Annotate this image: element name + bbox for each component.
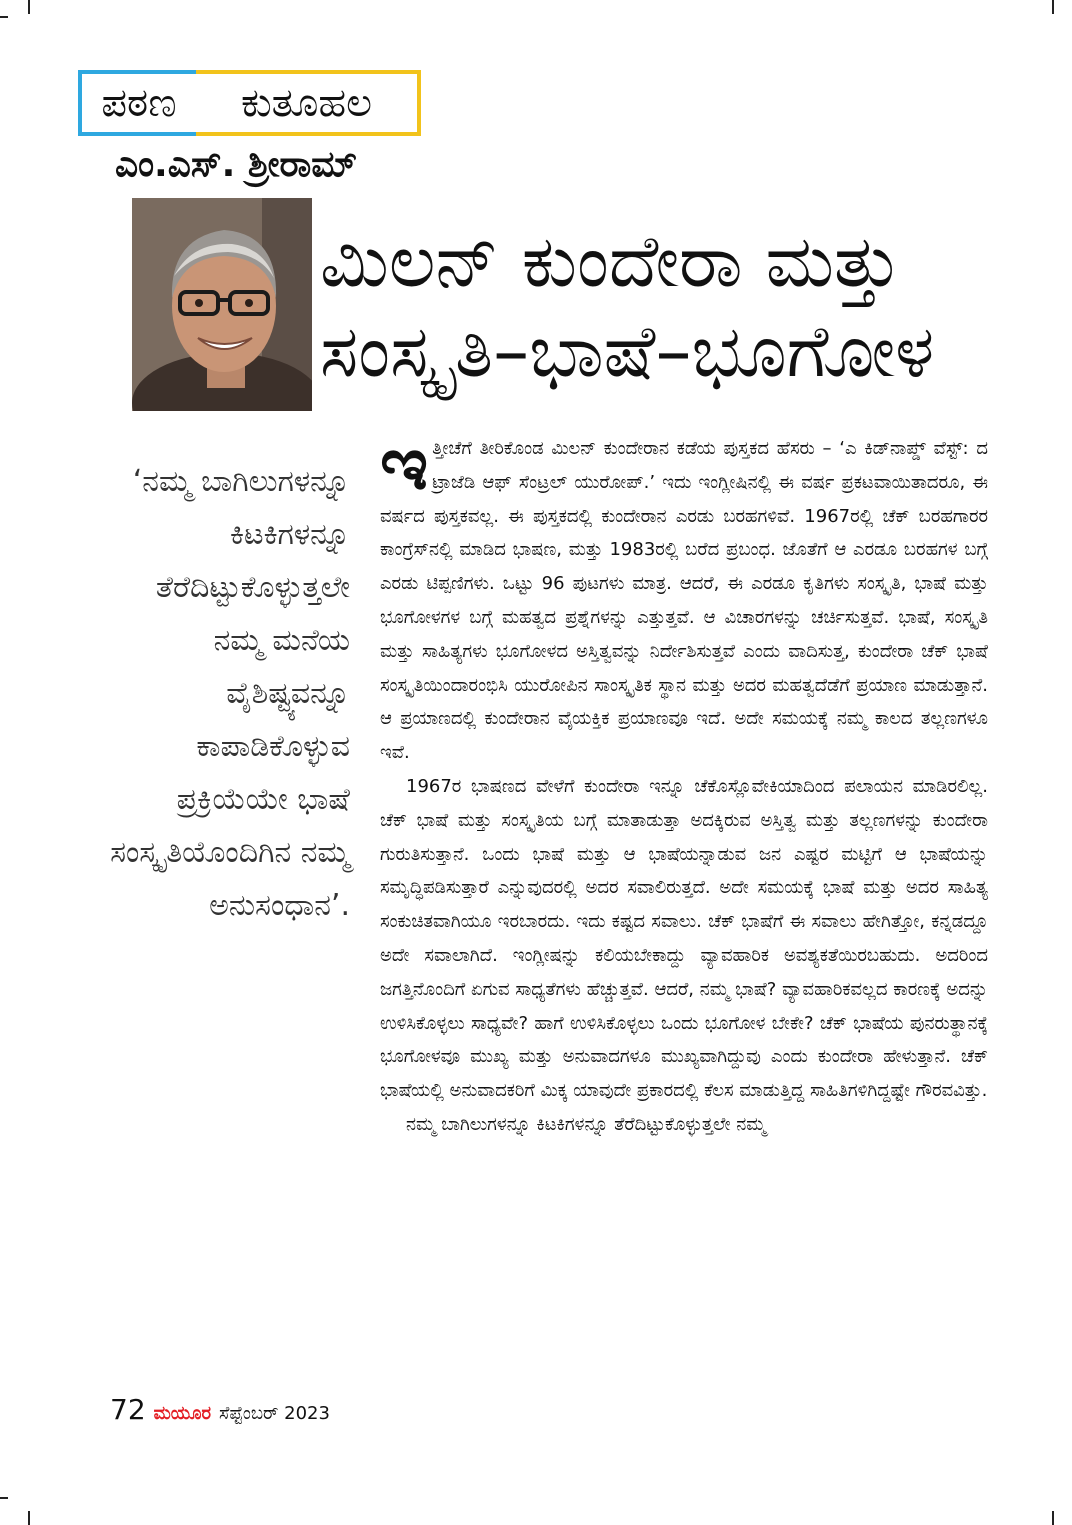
crop-mark: [1052, 0, 1054, 14]
pull-quote: ‘ನಮ್ಮ ಬಾಗಿಲುಗಳನ್ನೂ ಕಿಟಕಿಗಳನ್ನೂ ತೆರೆದಿಟ್ಟುಕೊಳ್ಳುತ್ತಲೇ ನಮ್ಮ ಮನೆಯ ವೈಶಿಷ್ಟ್ಯವನ್ನೂ ಕಾಪಾಡಿಕೊಳ್ಳುವ ಪ್ರಕ್ರಿಯೆಯೇ ಭಾಷೆ ಸಂಸ್ಕೃತಿಯೊಂದಿಗಿನ ನಮ್ಮ ಅನುಸಂಧಾನ’.: [110, 464, 350, 923]
issue-date: ಸೆಪ್ಟೆಂಬರ್ 2023: [219, 1403, 330, 1424]
headline: [320, 216, 1050, 396]
page-number: 72: [110, 1393, 146, 1426]
page-footer: [110, 1393, 330, 1426]
article-body: [380, 421, 988, 1142]
paragraph-text: ತ್ತೀಚೆಗೆ ತೀರಿಕೊಂಡ ಮಿಲನ್ ಕುಂದೇರಾನ ಕಡೆಯ ಪುಸ್ತಕದ ಹೆಸರು – ‘ಎ ಕಿಡ್‌ನಾಪ್ಡ್ ವೆಸ್ಟ್: ದ ಟ್ರಾಜೆಡಿ ಆಫ್ ಸೆಂಟ್ರಲ್ ಯುರೋಪ್.’ ಇದು ಇಂಗ್ಲೀಷಿನಲ್ಲಿ ಈ ವರ್ಷ ಪ್ರಕಟವಾಯಿತಾದರೂ, ಈ ವರ್ಷದ ಪುಸ್ತಕವಲ್ಲ. ಈ ಪುಸ್ತಕದಲ್ಲಿ ಕುಂದೇರಾನ ಎರಡು ಬರಹಗಳಿವೆ. 1967ರಲ್ಲಿ ಚೆಕ್ ಬರಹಗಾರರ ಕಾಂಗ್ರೆಸ್‌ನಲ್ಲಿ ಮಾಡಿದ ಭಾಷಣ, ಮತ್ತು 1983ರಲ್ಲಿ ಬರೆದ ಪ್ರಬಂಧ. ಜೊತೆಗೆ ಆ ಎರಡೂ ಬರಹಗಳ ಬಗ್ಗೆ ಎರಡು ಟಿಪ್ಪಣಿಗಳು. ಒಟ್ಟು 96 ಪುಟಗಳು ಮಾತ್ರ. ಆದರೆ, ಈ ಎರಡೂ ಕೃತಿಗಳು ಸಂಸ್ಕೃತಿ, ಭಾಷೆ ಮತ್ತು ಭೂಗೋಳಗಳ ಬಗ್ಗೆ ಮಹತ್ವದ ಪ್ರಶ್ನೆಗಳನ್ನು ಎತ್ತುತ್ತವೆ. ಆ ವಿಚಾರಗಳನ್ನು ಚರ್ಚಿಸುತ್ತವೆ. ಭಾಷೆ, ಸಂಸ್ಕೃತಿ ಮತ್ತು ಸಾಹಿತ್ಯಗಳು ಭೂಗೋಳದ ಅಸ್ತಿತ್ವವನ್ನು ನಿರ್ದೇಶಿಸುತ್ತವೆ ಎಂದು ವಾದಿಸುತ್ತ, ಕುಂದೇರಾ ಚೆಕ್ ಭಾಷೆ ಸಂಸ್ಕೃತಿಯಿಂದಾರಂಭಿಸಿ ಯುರೋಪಿನ ಸಾಂಸ್ಕೃತಿಕ ಸ್ಥಾನ ಮತ್ತು ಅದರ ಮಹತ್ವದೆಡೆಗೆ ಪ್ರಯಾಣ ಮಾಡುತ್ತಾನೆ. ಆ ಪ್ರಯಾಣದಲ್ಲಿ ಕುಂದೇರಾನ ವೈಯಕ್ತಿಕ ಪ್ರಯಾಣವೂ ಇದೆ. ಅದೇ ಸಮಯಕ್ಕೆ ನಮ್ಮ ಕಾಲದ ತಲ್ಲಣಗಳೂ ಇವೆ.: [380, 438, 988, 764]
author-name: ಎಂ.ಎಸ್. ಶ್ರೀರಾಮ್: [115, 144, 358, 185]
crop-mark: [1052, 1511, 1054, 1525]
column-logo-part1: [78, 70, 196, 136]
column-logo: [78, 70, 421, 136]
crop-mark: [28, 0, 30, 14]
article-paragraph: ನಮ್ಮ ಬಾಗಿಲುಗಳನ್ನೂ ಕಿಟಕಿಗಳನ್ನೂ ತೆರೆದಿಟ್ಟುಕೊಳ್ಳುತ್ತಲೇ ನಮ್ಮ: [406, 1113, 766, 1135]
magazine-name: ಮಯೂರ: [153, 1403, 212, 1424]
drop-cap: ಇ: [380, 421, 429, 507]
column-title-part1: ಪಠಣ: [101, 80, 177, 126]
crop-mark: [0, 1497, 8, 1499]
article-paragraph: [380, 421, 988, 770]
headline-line-1: ಮಿಲನ್ ಕುಂದೇರಾ ಮತ್ತು: [320, 219, 902, 303]
article-paragraph: 1967ರ ಭಾಷಣದ ವೇಳೆಗೆ ಕುಂದೇರಾ ಇನ್ನೂ ಚೆಕೊಸ್ಲೊವೇಕಿಯಾದಿಂದ ಪಲಾಯನ ಮಾಡಿರಲಿಲ್ಲ. ಚೆಕ್ ಭಾಷೆ ಮತ್ತು ಸಂಸ್ಕೃತಿಯ ಬಗ್ಗೆ ಮಾತಾಡುತ್ತಾ ಅದಕ್ಕಿರುವ ಅಸ್ತಿತ್ವ ಮತ್ತು ತಲ್ಲಣಗಳನ್ನು ಕುಂದೇರಾ ಗುರುತಿಸುತ್ತಾನೆ. ಒಂದು ಭಾಷೆ ಮತ್ತು ಆ ಭಾಷೆಯನ್ನಾಡುವ ಜನ ಎಷ್ಟರ ಮಟ್ಟಿಗೆ ಆ ಭಾಷೆಯನ್ನು ಸಮೃದ್ಧಿಪಡಿಸುತ್ತಾರೆ ಎನ್ನುವುದರಲ್ಲಿ ಅದರ ಸವಾಲಿರುತ್ತದೆ. ಅದೇ ಸಮಯಕ್ಕೆ ಭಾಷೆ ಮತ್ತು ಅದರ ಸಾಹಿತ್ಯ ಸಂಕುಚಿತವಾಗಿಯೂ ಇರಬಾರದು. ಇದು ಕಷ್ಟದ ಸವಾಲು. ಚೆಕ್ ಭಾಷೆಗೆ ಈ ಸವಾಲು ಹೇಗಿತ್ತೋ, ಕನ್ನಡದ್ದೂ ಅದೇ ಸವಾಲಾಗಿದೆ. ಇಂಗ್ಲೀಷನ್ನು ಕಲಿಯಬೇಕಾದ್ದು ವ್ಯಾವಹಾರಿಕ ಅವಶ್ಯಕತೆಯಿರಬಹುದು. ಅದರಿಂದ ಜಗತ್ತಿನೊಂದಿಗೆ ಏಗುವ ಸಾಧ್ಯತೆಗಳು ಹೆಚ್ಚುತ್ತವೆ. ಆದರೆ, ನಮ್ಮ ಭಾಷೆ? ವ್ಯಾವಹಾರಿಕವಲ್ಲದ ಕಾರಣಕ್ಕೆ ಅದನ್ನು ಉಳಿಸಿಕೊಳ್ಳಲು ಸಾಧ್ಯವೇ? ಹಾಗೆ ಉಳಿಸಿಕೊಳ್ಳಲು ಒಂದು ಭೂಗೋಳ ಬೇಕೇ? ಚೆಕ್ ಭಾಷೆಯ ಪುನರುತ್ಥಾನಕ್ಕೆ ಭೂಗೋಳವೂ ಮುಖ್ಯ ಮತ್ತು ಅನುವಾದಗಳೂ ಮುಖ್ಯವಾಗಿದ್ದುವು ಎಂದು ಕುಂದೇರಾ ಹೇಳುತ್ತಾನೆ. ಚೆಕ್ ಭಾಷೆಯಲ್ಲಿ ಅನುವಾದಕರಿಗೆ ಮಿಕ್ಕ ಯಾವುದೇ ಪ್ರಕಾರದಲ್ಲಿ ಕೆಲಸ ಮಾಡುತ್ತಿದ್ದ ಸಾಹಿತಿಗಳಿಗಿದ್ದಷ್ಟೇ ಗೌರವವಿತ್ತು.: [380, 775, 988, 1102]
headline-line-2: ಸಂಸ್ಕೃತಿ–ಭಾಷೆ–ಭೂಗೋಳ: [320, 309, 935, 393]
column-logo-part2: [196, 70, 421, 136]
crop-mark: [0, 16, 8, 18]
column-title-part2: ಕುತೂಹಲ: [240, 80, 373, 126]
author-portrait-illustration: [132, 198, 312, 411]
crop-mark: [28, 1511, 30, 1525]
author-photo: [132, 198, 312, 411]
